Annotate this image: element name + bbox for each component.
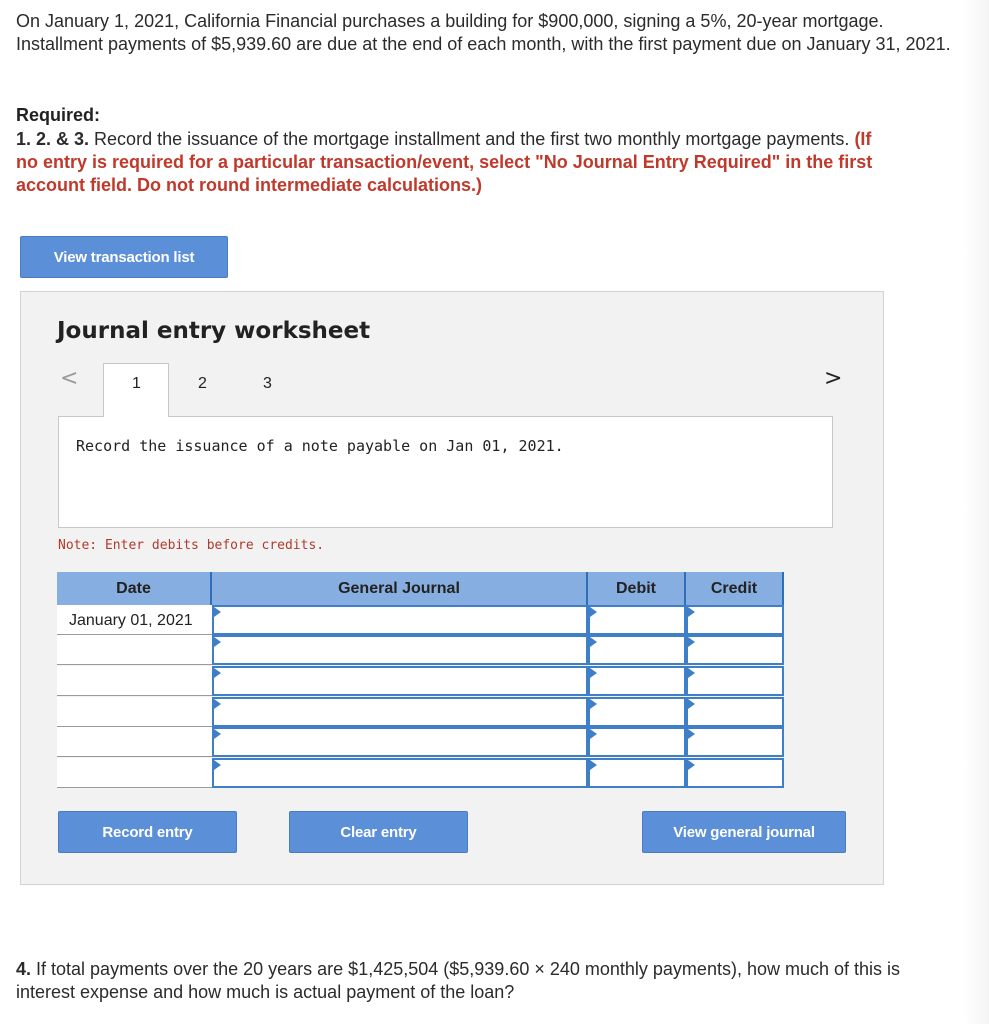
question-4 — [16, 958, 956, 1004]
transaction-description: Record the issuance of a note payable on Jan 01, 2021. — [76, 437, 564, 455]
req-instruction: (If no entry is required for a particular transaction/event, select "No Journal Entry Required" in the first account field. Do not round intermediate calculations.) — [16, 129, 873, 195]
dropdown-marker-icon — [688, 729, 695, 739]
date-cell — [57, 605, 212, 635]
debit-input[interactable] — [588, 758, 686, 788]
header-general-journal: General Journal — [212, 572, 588, 605]
date-value: January 01, 2021 — [69, 612, 193, 629]
transaction-description-box — [58, 416, 833, 528]
date-cell — [57, 666, 212, 696]
chevron-left-icon[interactable]: < — [60, 366, 79, 391]
record-entry-button[interactable]: Record entry — [58, 811, 237, 853]
dropdown-marker-icon — [590, 760, 597, 770]
dropdown-marker-icon — [590, 699, 597, 709]
account-input[interactable] — [212, 727, 588, 757]
debit-input[interactable] — [588, 697, 686, 727]
date-cell — [57, 697, 212, 727]
dropdown-marker-icon — [590, 637, 597, 647]
dropdown-marker-icon — [688, 668, 695, 678]
tab-2[interactable]: 2 — [198, 375, 207, 392]
required-heading: Required: — [16, 105, 101, 125]
dropdown-marker-icon — [688, 637, 695, 647]
dropdown-marker-icon — [590, 668, 597, 678]
header-debit: Debit — [588, 572, 686, 605]
tab-3[interactable]: 3 — [263, 375, 272, 392]
entry-note: Note: Enter debits before credits. — [58, 538, 325, 553]
debit-input[interactable] — [588, 666, 686, 696]
date-cell — [57, 727, 212, 757]
debit-input[interactable] — [588, 727, 686, 757]
dropdown-marker-icon — [214, 760, 221, 770]
debit-input[interactable] — [588, 635, 686, 665]
tab-connector — [104, 415, 168, 418]
header-credit: Credit — [686, 572, 784, 605]
credit-input[interactable] — [686, 727, 784, 757]
account-input[interactable] — [212, 758, 588, 788]
q4-text: If total payments over the 20 years are $1,425,504 ($5,939.60 × 240 monthly payments), how much of this is interest expense and how much is actual payment of the loan? — [16, 959, 901, 1002]
dropdown-marker-icon — [214, 637, 221, 647]
right-edge-shadow — [963, 0, 989, 1024]
req-description: Record the issuance of the mortgage installment and the first two monthly mortgage payments. — [89, 129, 855, 149]
tab-1[interactable]: 1 — [132, 375, 141, 392]
table-row — [57, 727, 784, 757]
credit-input[interactable] — [686, 697, 784, 727]
debit-input[interactable] — [588, 605, 686, 635]
header-date: Date — [57, 572, 212, 605]
worksheet-title: Journal entry worksheet — [57, 318, 371, 344]
dropdown-marker-icon — [590, 607, 597, 617]
dropdown-marker-icon — [688, 760, 695, 770]
date-cell — [57, 635, 212, 665]
table-row — [57, 635, 784, 665]
required-text — [16, 128, 896, 197]
table-row — [57, 697, 784, 727]
view-general-journal-button[interactable]: View general journal — [642, 811, 846, 853]
credit-input[interactable] — [686, 758, 784, 788]
credit-input[interactable] — [686, 635, 784, 665]
credit-input[interactable] — [686, 666, 784, 696]
q4-number: 4. — [16, 959, 32, 979]
view-transaction-list-button[interactable]: View transaction list — [20, 236, 228, 278]
account-input[interactable] — [212, 697, 588, 727]
account-input[interactable] — [212, 666, 588, 696]
credit-input[interactable] — [686, 605, 784, 635]
table-row — [57, 758, 784, 788]
date-cell — [57, 758, 212, 788]
clear-entry-button[interactable]: Clear entry — [289, 811, 468, 853]
dropdown-marker-icon — [214, 699, 221, 709]
journal-table — [57, 572, 784, 790]
dropdown-marker-icon — [214, 668, 221, 678]
chevron-right-icon[interactable]: > — [824, 366, 843, 391]
dropdown-marker-icon — [688, 607, 695, 617]
problem-intro — [16, 10, 956, 56]
table-row — [57, 666, 784, 696]
dropdown-marker-icon — [590, 729, 597, 739]
table-row — [57, 605, 784, 635]
dropdown-marker-icon — [214, 729, 221, 739]
account-input[interactable] — [212, 605, 588, 635]
req-number: 1. 2. & 3. — [16, 129, 90, 149]
dropdown-marker-icon — [214, 607, 221, 617]
dropdown-marker-icon — [688, 699, 695, 709]
account-input[interactable] — [212, 635, 588, 665]
intro-text: On January 1, 2021, California Financial purchases a building for $900,000, signing a 5%, 20-year mortgage. Installment payments of $5,939.60 are due at the end of each month, with the first payment due on January 31, 2021. — [16, 11, 951, 54]
